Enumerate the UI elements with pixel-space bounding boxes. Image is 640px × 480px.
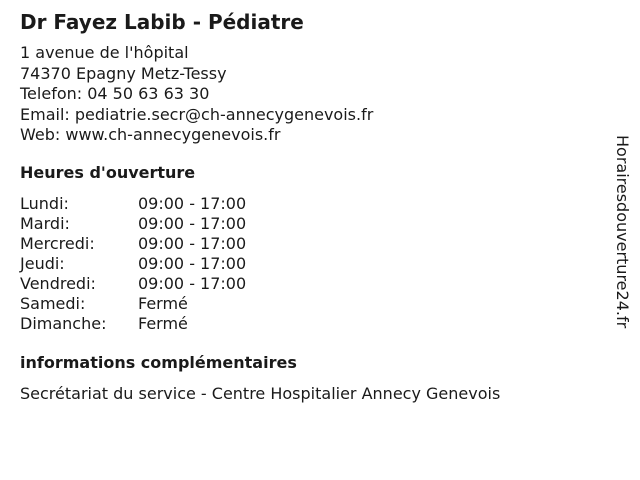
email-line: Email: pediatrie.secr@ch-annecygenevois.fr <box>20 104 374 124</box>
day-hours: 09:00 - 17:00 <box>138 274 247 293</box>
day-hours: 09:00 - 17:00 <box>138 214 247 233</box>
day-hours: 09:00 - 17:00 <box>138 234 247 253</box>
phone-line: Telefon: 04 50 63 63 30 <box>20 84 210 103</box>
day-hours: 09:00 - 17:00 <box>138 194 247 213</box>
day-hours: Fermé <box>138 314 188 333</box>
additional-info-heading: informations complémentaires <box>20 353 297 372</box>
day-label: Samedi: <box>20 294 86 313</box>
day-label: Mardi: <box>20 214 70 233</box>
day-label: Vendredi: <box>20 274 96 293</box>
day-label: Jeudi: <box>20 254 65 273</box>
page-title: Dr Fayez Labib - Pédiatre <box>20 10 304 34</box>
additional-info-text: Secrétariat du service - Centre Hospitalier Annecy Genevois <box>20 384 501 403</box>
day-hours: Fermé <box>138 294 188 313</box>
day-label: Mercredi: <box>20 234 95 253</box>
day-hours: 09:00 - 17:00 <box>138 254 247 273</box>
day-label: Lundi: <box>20 194 69 213</box>
address-line-1: 1 avenue de l'hôpital <box>20 43 189 62</box>
site-watermark: Horairesdouverture24.fr <box>613 135 632 329</box>
opening-hours-heading: Heures d'ouverture <box>20 163 196 182</box>
web-line: Web: www.ch-annecygenevois.fr <box>20 125 281 144</box>
contact-block <box>20 43 373 146</box>
address-line-2: 74370 Epagny Metz-Tessy <box>20 63 227 83</box>
day-label: Dimanche: <box>20 314 107 333</box>
